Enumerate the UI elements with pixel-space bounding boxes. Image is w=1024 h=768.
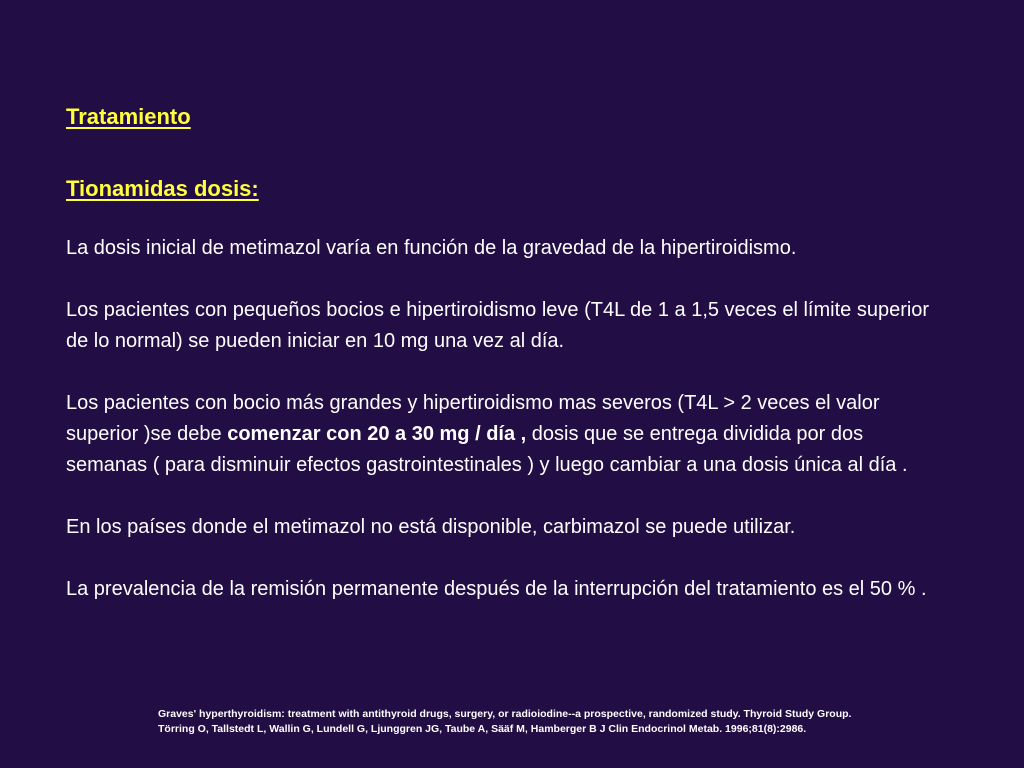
p3-text-start: Los pacientes con bocio más grandes y hipertiroidismo mas severos (T4L > 2 veces el valor superior )se debe [66,392,880,445]
paragraph-carbimazol: En los países donde el metimazol no está disponible, carbimazol se puede utilizar. [66,516,796,538]
heading-tratamiento: Tratamiento [66,104,191,129]
reference-authors: Törring O, Tallstedt L, Wallin G, Lundell G, Ljunggren JG, Taube A, Sääf M, Hamberger B J Clin Endocrinol Metab. 1996;81(8):2986. [158,723,807,735]
paragraph-severe-hyperthyroidism [66,388,946,481]
p3-bold-dose: comenzar con 20 a 30 mg / día , [227,423,527,445]
heading-tionamidas-dosis: Tionamidas dosis: [66,176,259,201]
paragraph-remission: La prevalencia de la remisión permanente después de la interrupción del tratamiento es el 50 % . [66,578,927,600]
p3-text-end: dosis que se entrega dividida por dos semanas ( para disminuir efectos gastrointestinales ) y luego cambiar a una dosis única al día . [66,423,908,476]
paragraph-mild-hyperthyroidism: Los pacientes con pequeños bocios e hipertiroidismo leve (T4L de 1 a 1,5 veces el límite superior de lo normal) se pueden iniciar en 10 mg una vez al día. [66,299,930,352]
paragraph-initial-dose: La dosis inicial de metimazol varía en función de la gravedad de la hipertiroidismo. [66,237,797,259]
reference-title: Graves' hyperthyroidism: treatment with antithyroid drugs, surgery, or radioiodine--a prospective, randomized study. Thyroid Study Group. [158,708,852,720]
